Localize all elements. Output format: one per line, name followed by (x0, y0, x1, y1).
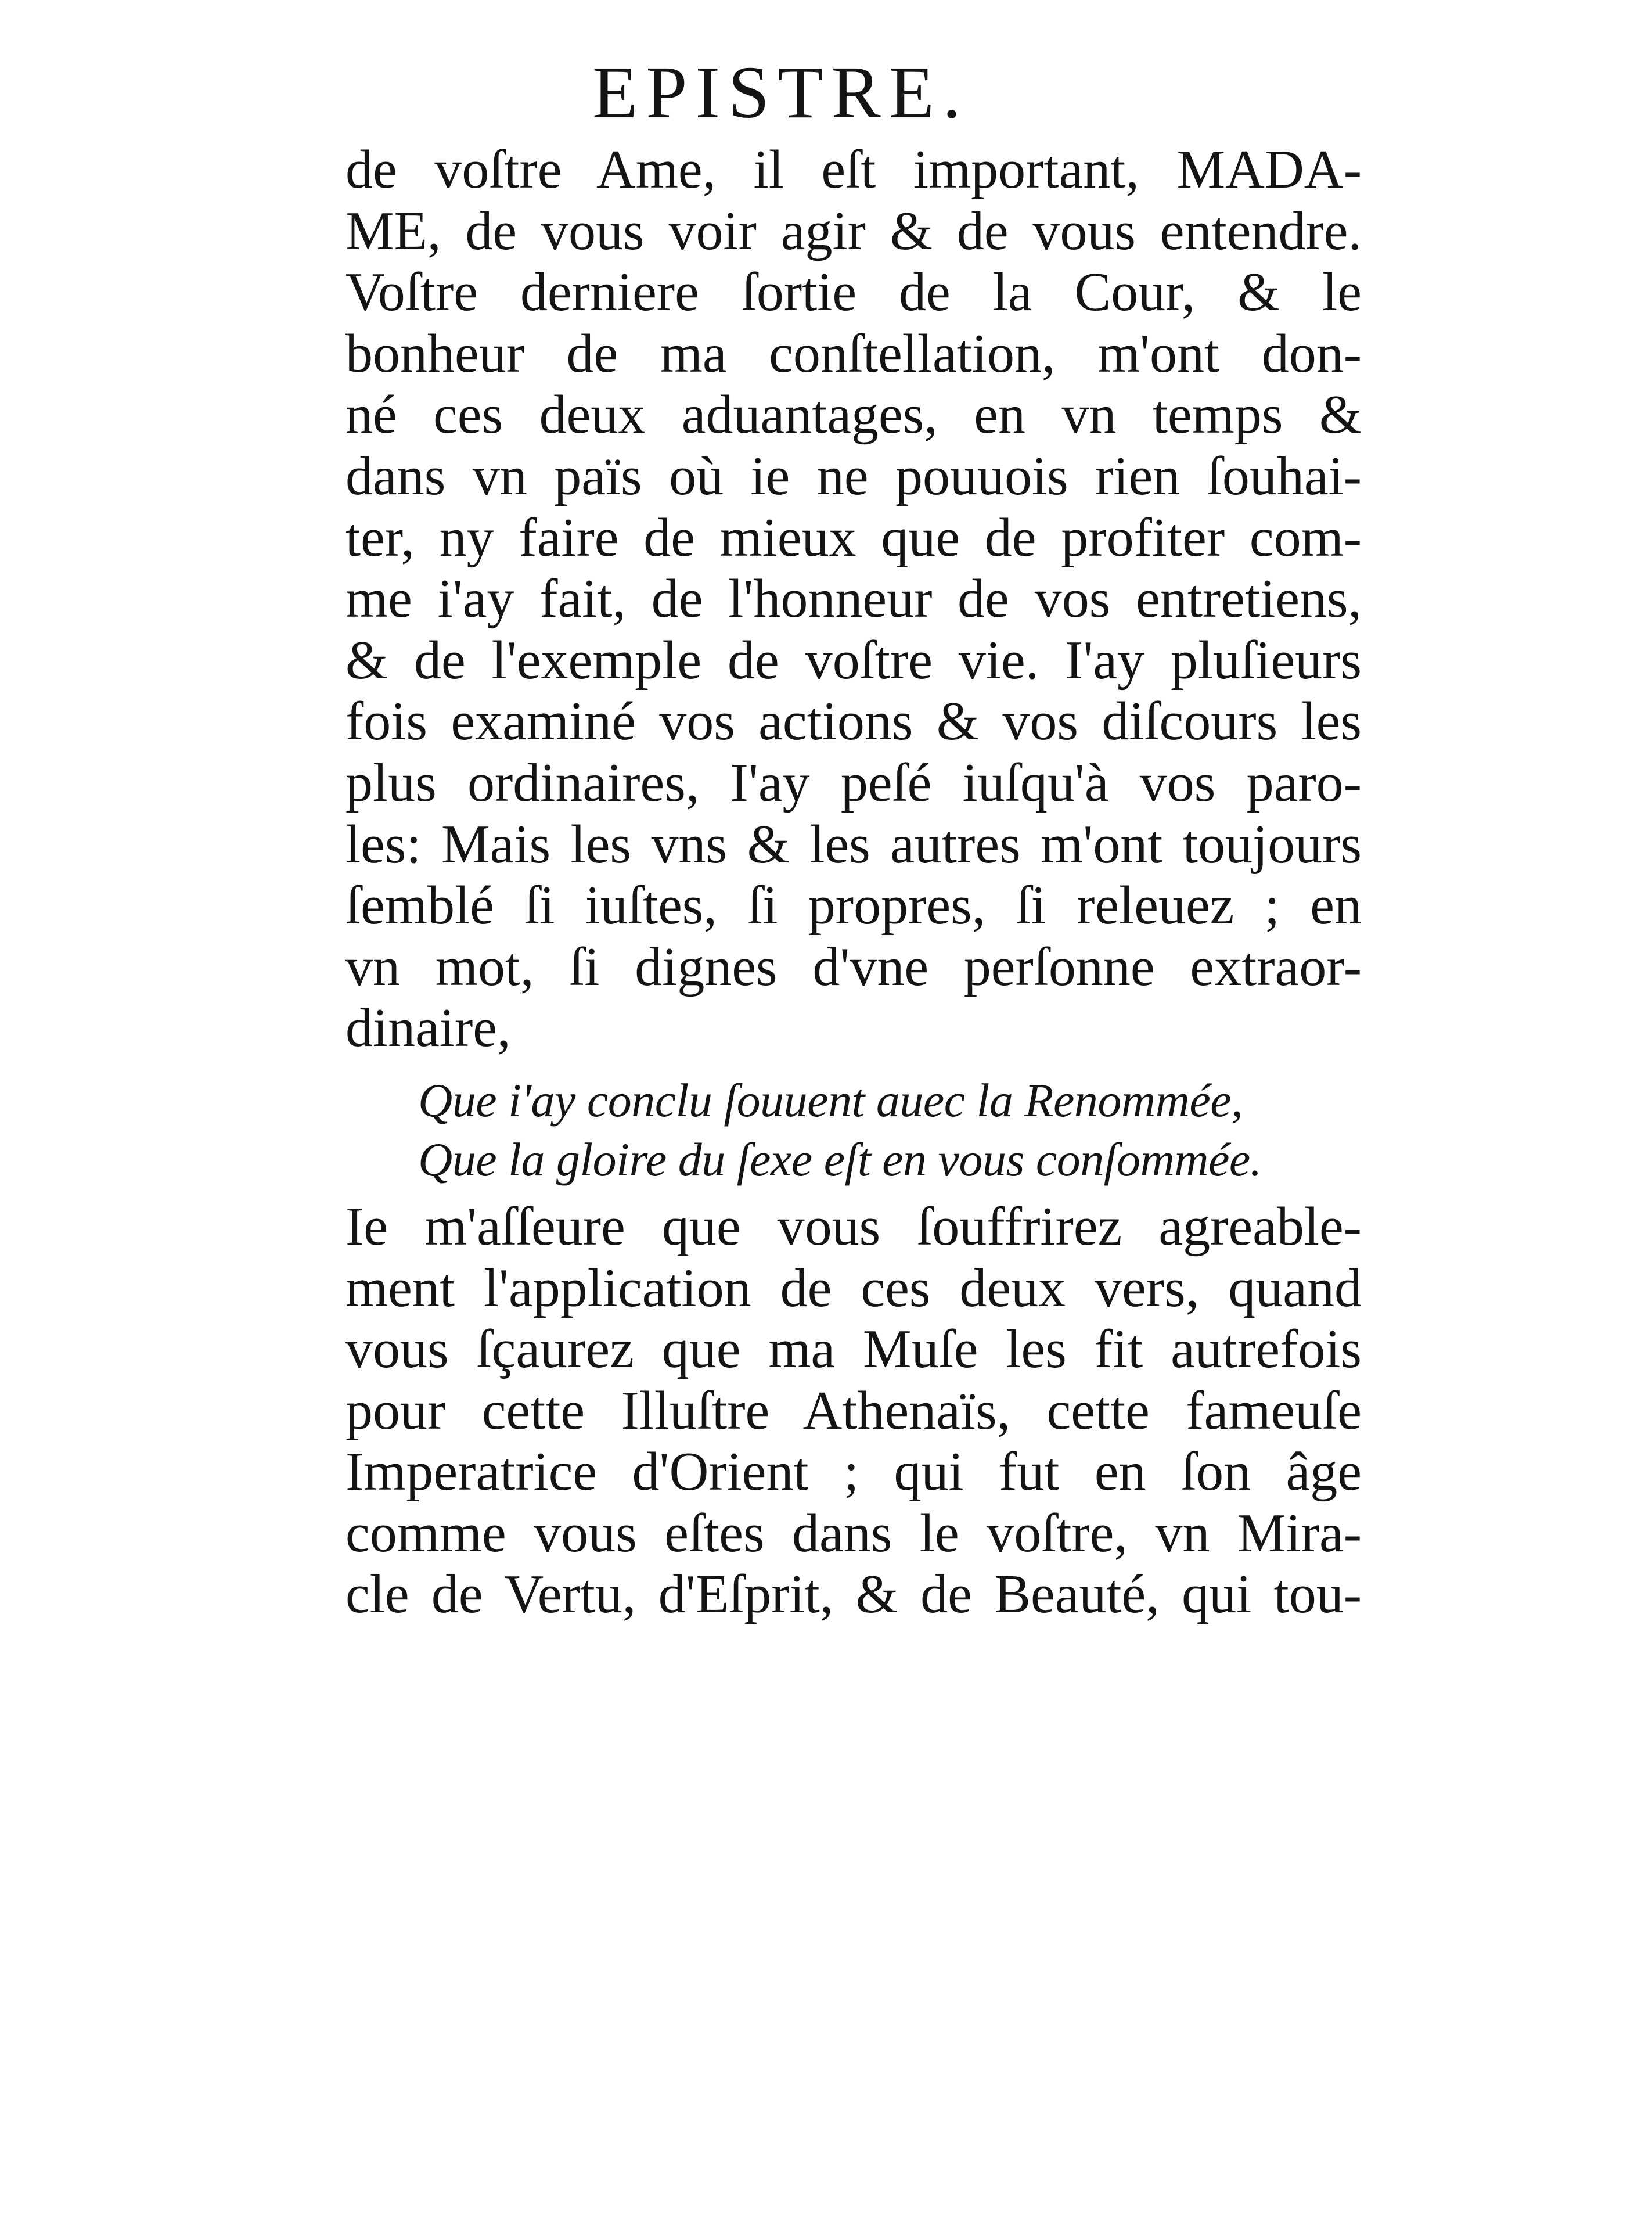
text-line: vous ſçaurez que ma Muſe les fit autrefois (345, 1319, 1362, 1380)
text-line: ME, de vous voir agir & de vous entendre. (345, 200, 1362, 261)
text-line: comme vous eſtes dans le voſtre, vn Mira- (345, 1502, 1362, 1563)
running-head: EPISTRE. (592, 51, 969, 134)
verse-quotation (345, 1071, 1362, 1189)
text-line: fois examiné vos actions & vos diſcours les (345, 691, 1362, 752)
text-line: né ces deux aduantages, en vn temps & (345, 384, 1362, 445)
text-line: dinaire, (345, 998, 511, 1059)
text-line: vn mot, ſi dignes d'vne perſonne extraor- (345, 936, 1362, 997)
text-line: cle de Vertu, d'Eſprit, & de Beauté, qui tou- (345, 1564, 1362, 1625)
text-line: ment l'application de ces deux vers, quand (345, 1257, 1362, 1318)
text-line: dans vn païs où ie ne pouuois rien ſouhai- (345, 445, 1362, 506)
verse-line: Que i'ay conclu ſouuent auec la Renommée, (418, 1073, 1243, 1127)
text-line: les: Mais les vns & les autres m'ont toujours (345, 814, 1362, 875)
text-line: me i'ay fait, de l'honneur de vos entretiens, (345, 569, 1362, 630)
opening-paragraph (345, 139, 1362, 1059)
text-line: ter, ny faire de mieux que de profiter com- (345, 507, 1362, 568)
text-line: & de l'exemple de voſtre vie. I'ay pluſieurs (345, 630, 1362, 691)
text-line: de voſtre Ame, il eſt important, MADA- (345, 139, 1362, 200)
closing-paragraph (345, 1196, 1362, 1626)
verse-line: Que la gloire du ſexe eſt en vous conſommée. (418, 1133, 1262, 1186)
text-line: ſemblé ſi iuſtes, ſi propres, ſi releuez ; en (345, 875, 1362, 936)
text-line: plus ordinaires, I'ay peſé iuſqu'à vos paro- (345, 752, 1362, 813)
text-line: Voſtre derniere ſortie de la Cour, & le (345, 262, 1362, 323)
text-line: bonheur de ma conſtellation, m'ont don- (345, 323, 1362, 384)
body-text (345, 139, 1362, 1626)
text-line: Ie m'aſſeure que vous ſouffrirez agreable- (345, 1196, 1362, 1257)
text-line: Imperatrice d'Orient ; qui fut en ſon âge (345, 1441, 1362, 1502)
text-line: pour cette Illuſtre Athenaïs, cette fameuſe (345, 1380, 1362, 1441)
